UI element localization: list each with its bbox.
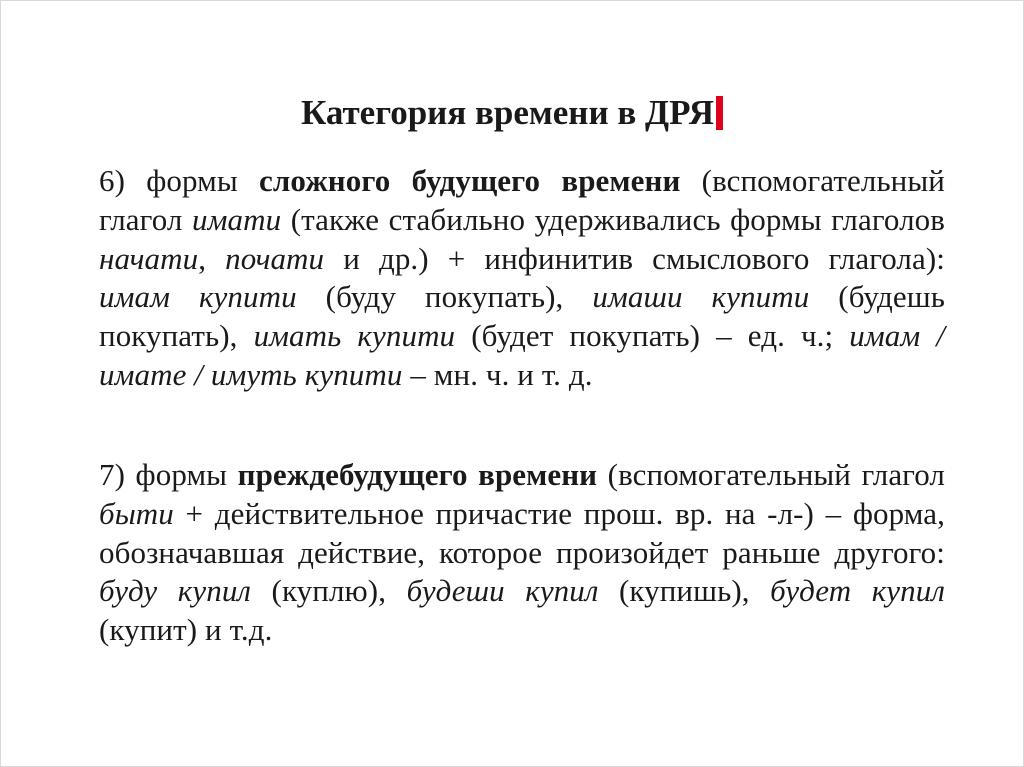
italic-example: будет купил: [770, 573, 945, 609]
text-run: 7) формы: [99, 457, 238, 492]
text-run: ,: [198, 240, 226, 276]
italic-example: имать купити: [253, 318, 456, 354]
text-run: (вспомогательный глагол: [597, 457, 945, 492]
italic-example: имам купити: [99, 279, 297, 315]
text-run: (куплю),: [251, 573, 407, 609]
text-run: (вспомогательный глагол: [99, 163, 945, 237]
text-run: – мн. ч. и т. д.: [402, 356, 593, 392]
italic-example: имати: [192, 201, 282, 237]
italic-example: начати: [99, 240, 199, 276]
paragraph-7: [99, 456, 945, 650]
bold-term: сложного будущего времени: [259, 163, 681, 198]
title-accent-bar: [716, 96, 723, 130]
italic-example: имам / имате / имуть купити: [99, 318, 946, 392]
text-run: (купит) и т.д.: [99, 612, 273, 648]
slide-title: [0, 93, 1024, 133]
slide-title-text: Категория времени в ДРЯ: [300, 93, 715, 133]
paragraph-6: [99, 162, 945, 395]
text-run: (также стабильно удерживались формы глаголов: [281, 201, 945, 237]
text-run: (будет покупать) – ед. ч.;: [455, 318, 850, 354]
text-run: (купишь),: [598, 573, 771, 609]
text-run: и др.) + инфинитив смыслового глагола):: [324, 240, 946, 276]
text-run: (будешь покупать),: [99, 279, 945, 354]
italic-example: будеши купил: [406, 573, 599, 609]
text-run: + действительное причастие прош. вр. на -л-) – форма, обозначавшая действие, которое произойдет раньше другого:: [99, 495, 945, 570]
text-run: 6) формы: [99, 163, 260, 198]
bold-term: преждебудущего времени: [237, 457, 598, 492]
text-run: (буду покупать),: [296, 279, 593, 315]
italic-example: буду купил: [99, 573, 252, 609]
italic-example: быти: [99, 495, 174, 531]
italic-example: почати: [225, 240, 325, 276]
italic-example: имаши купити: [592, 279, 810, 315]
